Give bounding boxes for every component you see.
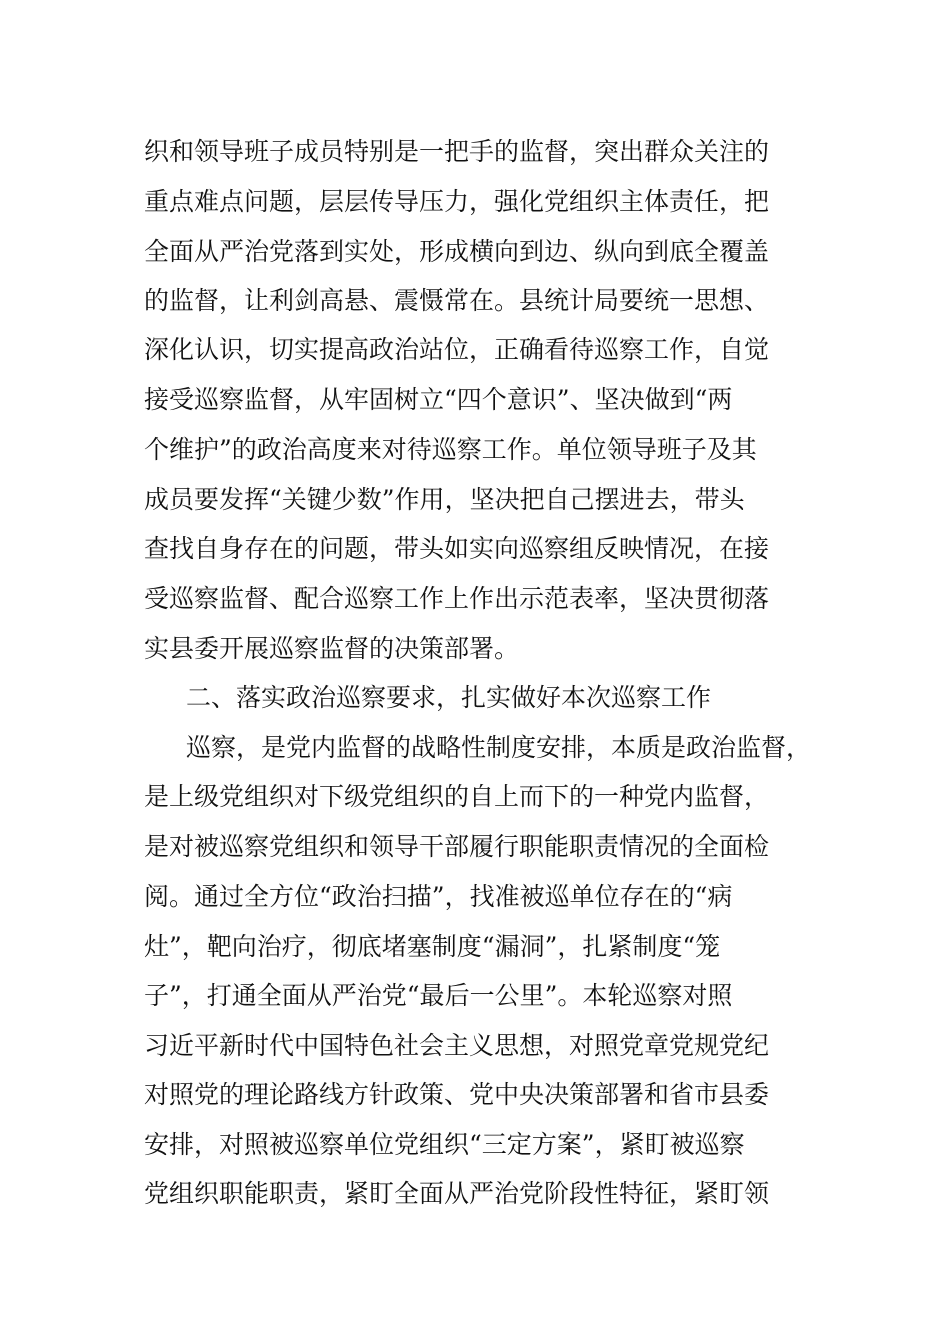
text-line: 巡察，是党内监督的战略性制度安排，本质是政治监督，: [186, 733, 812, 762]
text-line: 接受巡察监督，从牢固树立“四个意识”、坚决做到“两: [144, 385, 733, 414]
text-line: 深化认识，切实提高政治站位，正确看待巡察工作，自觉: [144, 335, 770, 364]
text-line: 党组织职能职责，紧盯全面从严治党阶段性特征，紧盯领: [144, 1179, 770, 1208]
text-line: 织和领导班子成员特别是一把手的监督，突出群众关注的: [144, 137, 770, 166]
text-line: 个维护”的政治高度来对待巡察工作。单位领导班子及其: [144, 435, 757, 464]
text-line: 安排，对照被巡察单位党组织“三定方案”，紧盯被巡察: [144, 1130, 745, 1159]
text-line: 习近平新时代中国特色社会主义思想，对照党章党规党纪: [144, 1031, 770, 1060]
text-line: 查找自身存在的问题，带头如实向巡察组反映情况，在接: [144, 534, 770, 563]
text-line: 是对被巡察党组织和领导干部履行职能职责情况的全面检: [144, 832, 770, 861]
text-line: 对照党的理论路线方针政策、党中央决策部署和省市县委: [144, 1080, 770, 1109]
text-line: 子”，打通全面从严治党“最后一公里”。本轮巡察对照: [144, 981, 733, 1010]
section-heading: 二、落实政治巡察要求，扎实做好本次巡察工作: [186, 683, 712, 712]
text-line: 全面从严治党落到实处，形成横向到边、纵向到底全覆盖: [144, 237, 770, 266]
text-line: 灶”，靶向治疗，彻底堵塞制度“漏洞”，扎紧制度“笼: [144, 932, 721, 961]
text-line: 阅。通过全方位“政治扫描”，找准被巡单位存在的“病: [144, 882, 733, 911]
text-line: 的监督，让利剑高悬、震慑常在。县统计局要统一思想、: [144, 286, 770, 315]
text-line: 是上级党组织对下级党组织的自上而下的一种党内监督，: [144, 782, 770, 811]
text-line: 重点难点问题，层层传导压力，强化党组织主体责任，把: [144, 187, 770, 216]
text-line: 实县委开展巡察监督的决策部署。: [144, 634, 520, 663]
text-line: 成员要发挥“关键少数”作用，坚决把自己摆进去，带头: [144, 485, 745, 514]
text-line: 受巡察监督、配合巡察工作上作出示范表率，坚决贯彻落: [144, 584, 770, 613]
